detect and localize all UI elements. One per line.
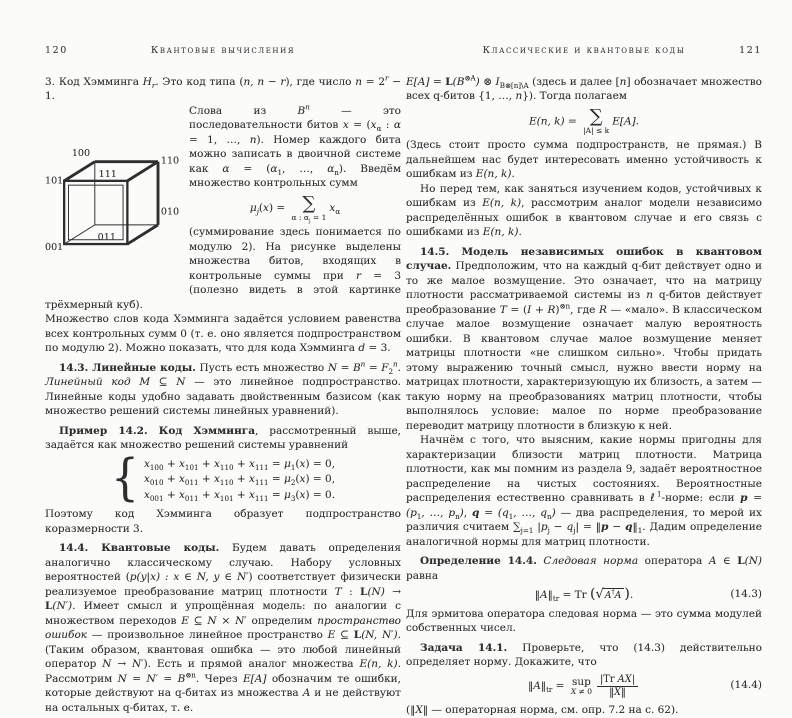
vertex-label-001: 001 [45,241,64,253]
running-title: Квантовые вычисления [150,45,296,56]
hermitian-note: Для эрмитова оператора следовая норма — это сумма модулей собственных чисел. [406,607,762,635]
running-title: Классические и квантовые коды [482,45,686,56]
before-study-paragraph: Но перед тем, как заняться изучением кодов, устойчивых к ошибкам из E(n, k), рассмотрим аналог модели независимо распределённых ошибок в квантовом случае и его связь с ошибками из E(n, k). [406,182,762,238]
system-line-3: $x_{001} + x_{011} + x_{101} + x_{111} = \mu_3(x) = 0$. [143,488,336,503]
book-page-right [406,44,762,718]
vertex-label-100: 100 [71,147,91,159]
system-line-2: $x_{010} + x_{011} + x_{110} + x_{111} = \mu_2(x) = 0$, [143,473,336,488]
book-page-left [45,44,401,715]
equation-number: (14.3) [730,588,762,601]
vertex-label-011: 011 [97,231,116,243]
page-body [45,75,401,716]
page-number: 120 [45,45,68,56]
item-number: 3. [45,75,56,88]
system-line-1: $x_{100} + x_{101} + x_{110} + x_{111} = \mu_1(x) = 0$, [143,457,336,472]
vertex-label-010: 010 [160,205,180,217]
vertex-label-111: 111 [98,168,117,180]
system-brace: { [110,450,139,508]
error-space-paragraph: $E[A] = L(B^{\otimes A})$ ⊗ $I_{B\otimes[n]\backslash A}$ (здесь и далее [n] обозначает множество всех q-битов {1, …, n}). Тогда полагаем [406,73,763,102]
section-14-3: 14.3. Линейные коды. Пусть есть множество $N = B^n = F_2^n$. Линейный код М ⊆ N — это линейное подпространство. Линейные коды удобно задавать двойственным базисом (как множество решений системы линейных уравнений). [45,359,402,417]
square-root: √ A†A [595,588,624,601]
subspace-sum-note: (Здесь стоит просто сумма подпространств, не прямая.) В дальнейшем нас будет интересовать именно устойчивость к ошибкам из E(n, k). [406,139,762,180]
norms-paragraph: Начнём с того, что выясним, какие нормы пригодны для характеризации близости матриц плотности. Матрица плотности, как мы помним из раздела 9, задаёт вероятностное распределение на чистых состояниях. Вероятностные распределения естественно сравнивать в ℓ$^1$-норме: если $p = (p_1$, …, $p_n$), $q = (q_1$, …, $q_n$) — два распределения, то мерой их различия считаем $\sum_{j=1}$ $|p_j - q_j|$ = ‖p − $q‖_1$. Дадим определение аналогичной нормы для матриц плотности. [406,434,762,548]
wrapped-paragraph: Слова из $B^n$ — это последовательности битов $x = (x_\alpha$ : α = 1, …, n). Номер каждого бита можно записать в двоичной системе как $\alpha = (\alpha_1$, …, $\alpha_n$). Введём множество контрольных сумм [189,102,401,189]
formula-enk: E(n, k) = ∑ |A| ≤ k E[A]. [528,105,640,135]
running-head-right [406,44,762,59]
formula-14-4: $‖A‖_{tr}$ = sup X ≠ 0 $\frac{\text{|Tr AX|}}{‖X‖}$ (14.4) [527,673,762,698]
figure-and-wrapped-text [45,104,401,313]
vertex-label-101: 101 [45,175,64,187]
example-14-2: Пример 14.2. Код Хэмминга, рассмотренный выше, задаётся как множество решений системы уравнений [45,424,401,451]
operator-norm-note: (‖X‖ — операторная норма, см. опр. 7.2 на с. 62). [406,704,679,717]
formula-14-3: $‖A‖_{tr} = Tr$ ( √ A†A ). (14.3) [534,586,762,604]
fraction: $\frac{\text{|Tr AX|}}{‖X‖}$ [597,674,638,699]
page-body [406,75,762,718]
vertex-label-110: 110 [160,155,180,167]
radical-sign: √ [595,587,604,603]
item-3-paragraph: 3. Код Хэмминга $H_r$. Это код типа (n, n − r), где число $n = 2^r - 1$. [45,73,401,102]
page-number: 121 [739,45,762,56]
summation-note: (суммирование здесь понимается по модулю 2). На рисунке выделены множества битов, входящих в контрольные суммы при r = 3 (полезно видеть в этой картинке трёхмерный куб). [45,226,402,311]
definition-14-4: Определение 14.4. Следовая норма оператора A ∈ L(N) равна [406,555,763,582]
section-14-4: 14.4. Квантовые коды. Будем давать определения аналогично классическому случаю. Набору условных вероятностей (p(y|x) : x ∈ N, y ∈ N′) соответствует физически реализуемое преобразование матриц плотности T : L(N) → L(N′). Имеет смысл и упрощённая модель: по аналогии с множеством переходов E ⊆ N × N′ определим пространство ошибок — произвольное линейное пространство E ⊆ L(N, N′). (Таким образом, квантовая ошибка — это любой линейный оператор N → N′). Есть и прямой аналог множества E(n, k). Рассмотрим $N = N' = B^{\otimes n}$. Через E[A] обозначим те ошибки, которые действуют на q-битах из множества A и не действуют на остальных q-битах, т. е. [45,542,402,714]
section-14-5: 14.5. Модель независимых ошибок в квантовом случае. Предположим, что на каждый q-бит действует одно и то же малое возмущение. Это означает, что на матрицу плотности рассматриваемой системы из n q-битов действует преобразование $T = (I + R)^{\otimes n}$, где R — «мало». В классическом случае малое возмущение означает малую вероятность ошибки. В квантовом случае малое возмущение меняет матрицы плотности «не слишком сильно». Чтобы придать этому выражению точный смысл, нужно ввести норму на матрицах плотности, характеризующую их близость, а затем — такую норму на преобразованиях матриц плотности, чтобы выполнялось условие: малое по норме преобразование переводит матрицу плотности в близкую к ней. [406,245,762,432]
running-head-left [45,44,401,59]
therefore-paragraph: Поэтому код Хэмминга образует подпространство коразмерности 3. [45,508,401,535]
formula-mu: $\mu_j(x)$ = ∑ α : $\alpha_j = 1$ $x_\alpha$ [249,192,341,224]
equation-system [45,450,401,508]
hamming-codewords-paragraph: Множество слов кода Хэмминга задаётся условием равенства всех контрольных сумм 0 (т. е. оно является подпространством по модулю 2). Можно показать, что для кода Хэмминга d = 3. [45,313,401,354]
problem-14-1: Задача 14.1. Проверьте, что (14.3) действительно определяет норму. Докажите, что [406,641,762,669]
equation-number: (14.4) [730,679,762,692]
sup-operator: sup [571,675,591,688]
sum-operator: ∑ [302,192,316,214]
sum-operator: ∑ [589,105,603,127]
